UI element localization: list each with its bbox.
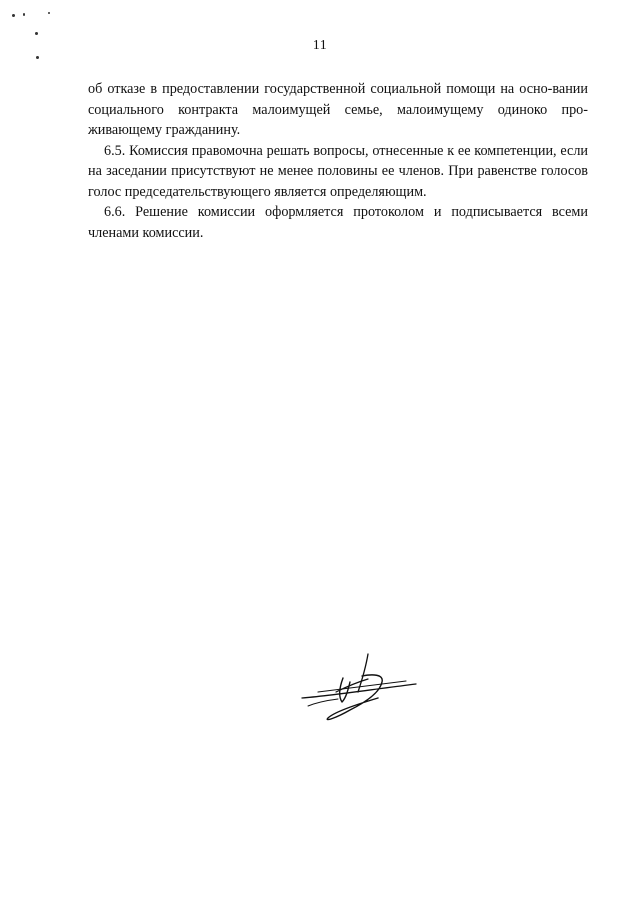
document-body (88, 79, 588, 243)
paragraph-continuation: об отказе в предоставлении государственной социальной помощи на осно-вании социального контракта малоимущей семье, малоимущему одиноко про-живающему гражданину. (88, 81, 588, 138)
scan-speck (36, 56, 39, 59)
scan-speck (23, 13, 25, 16)
paragraph-6-5: 6.5. Комиссия правомочна решать вопросы, отнесенные к ее компетенции, если на заседании присутствуют не менее половины ее членов. При равенстве голосов голос председательствующего является определяющим. (88, 142, 588, 200)
paragraph-6-6: 6.6. Решение комиссии оформляется протоколом и подписывается всеми членами комиссии. (88, 204, 588, 241)
scan-speck (35, 32, 38, 35)
page-number: 11 (312, 38, 328, 53)
handwritten-signature (298, 652, 420, 730)
scan-speck (48, 12, 50, 14)
scan-speck (12, 14, 15, 17)
